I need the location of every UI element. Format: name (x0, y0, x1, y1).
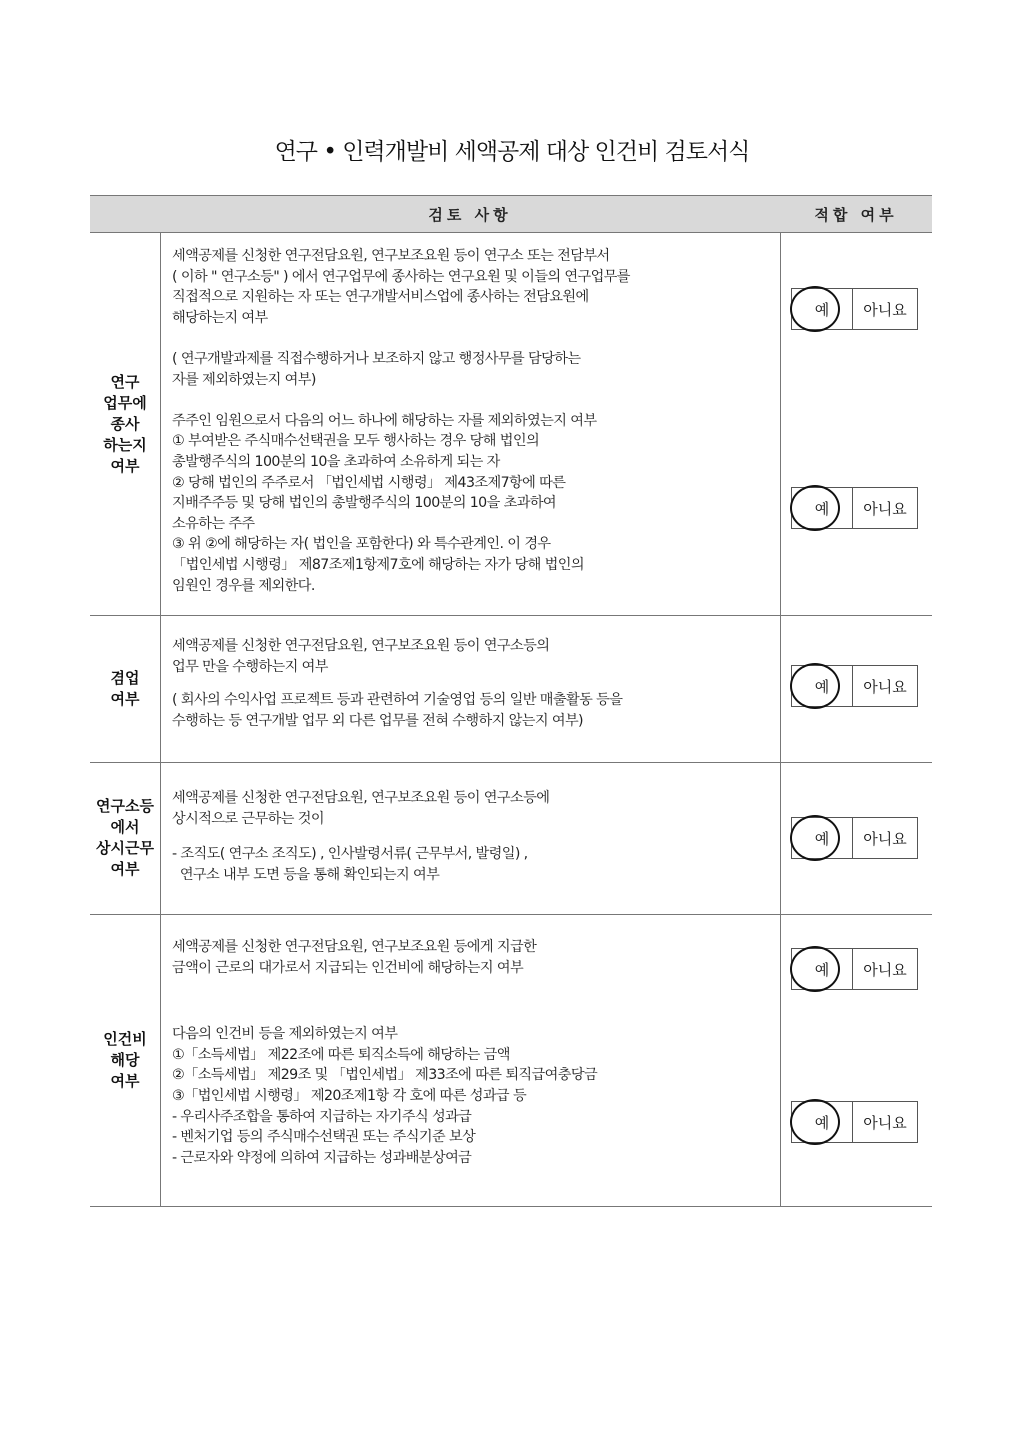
content-line: - 근로자와 약정에 의하여 지급하는 성과배분상여금 (172, 1149, 472, 1166)
yes-no-choice[interactable] (791, 665, 918, 707)
content-line: 상시적으로 근무하는 것이 (172, 810, 324, 827)
content-line: 세액공제를 신청한 연구전담요원, 연구보조요원 등이 연구소등의 (172, 638, 550, 654)
content-line: 연구소 내부 도면 등을 통해 확인되는지 여부 (172, 866, 440, 883)
yes-option[interactable] (792, 289, 853, 329)
row-content-dual-job (172, 636, 622, 731)
yes-option[interactable] (792, 666, 853, 706)
no-label: 아니요 (863, 677, 907, 696)
no-option[interactable] (853, 289, 917, 329)
no-label: 아니요 (863, 300, 907, 319)
yes-label: 예 (814, 829, 830, 848)
yes-label: 예 (814, 1113, 830, 1132)
row-label-line: 에서 (110, 818, 140, 836)
content-line: 업무 만을 수행하는지 여부 (172, 658, 328, 675)
content-line: 다음의 인건비 등을 제외하였는지 여부 (172, 1026, 398, 1043)
no-option[interactable] (853, 666, 917, 706)
header-suitability: 적합 여부 (814, 206, 898, 224)
row-label-line: 해당 (110, 1050, 140, 1069)
row-label-line: 여부 (110, 456, 140, 475)
yes-no-choice[interactable] (791, 487, 918, 529)
row-content-labor-cost (172, 937, 597, 1168)
yes-option[interactable] (792, 949, 853, 989)
yes-option[interactable] (792, 488, 853, 528)
content-line: 세액공제를 신청한 연구전담요원, 연구보조요원 등이 연구소등에 (172, 790, 550, 806)
content-line: - 조직도( 연구소 조직도) , 인사발령서류( 근무부서, 발령일) , (172, 846, 528, 863)
review-table (90, 195, 932, 1207)
row-divider (90, 762, 932, 763)
no-label: 아니요 (863, 960, 907, 979)
content-line: ③「법인세법 시행령」 제20조제1항 각 호에 따른 성과급 등 (172, 1087, 527, 1104)
no-option[interactable] (853, 818, 917, 858)
yes-label: 예 (814, 300, 830, 319)
row-label-line: 종사 (110, 414, 140, 433)
content-line: 소유하는 주주 (172, 515, 255, 532)
table-header (90, 195, 932, 233)
yes-label: 예 (814, 960, 830, 979)
content-line: - 우리사주조합을 통하여 지급하는 자기주식 성과급 (172, 1108, 472, 1125)
row-label-line: 하는지 (103, 435, 147, 454)
content-line: 수행하는 등 연구개발 업무 외 다른 업무를 전혀 수행하지 않는지 여부) (172, 712, 583, 729)
table-bottom-border (90, 1206, 932, 1207)
content-line: 주주인 임원으로서 다음의 어느 하나에 해당하는 자를 제외하였는지 여부 (172, 412, 597, 429)
row-divider (90, 615, 932, 616)
row-label-line: 업무에 (103, 393, 147, 412)
content-line: ( 이하 " 연구소등" ) 에서 연구업무에 종사하는 연구요원 및 이들의 연구업무를 (172, 268, 630, 285)
no-label: 아니요 (863, 829, 907, 848)
row-label-line: 인건비 (103, 1029, 147, 1048)
yes-option[interactable] (792, 818, 853, 858)
no-option[interactable] (853, 1102, 917, 1142)
no-label: 아니요 (863, 499, 907, 518)
document-title: 연구 • 인력개발비 세액공제 대상 인건비 검토서식 (274, 139, 750, 165)
content-line: 지배주주등 및 당해 법인의 총발행주식의 100분의 10을 초과하여 (172, 495, 557, 512)
row-label-line: 여부 (110, 1071, 140, 1090)
yes-label: 예 (814, 499, 830, 518)
row-content-full-time (172, 788, 549, 885)
yes-no-choice[interactable] (791, 288, 918, 330)
content-line: ① 부여받은 주식매수선택권을 모두 행사하는 경우 당해 법인의 (172, 433, 540, 450)
yes-option[interactable] (792, 1102, 853, 1142)
content-line: ③ 위 ②에 해당하는 자( 법인을 포함한다) 와 특수관계인. 이 경우 (172, 536, 551, 553)
content-line: ①「소득세법」 제22조에 따른 퇴직소득에 해당하는 금액 (172, 1046, 510, 1063)
no-label: 아니요 (863, 1113, 907, 1132)
content-line: 세액공제를 신청한 연구전담요원, 연구보조요원 등이 연구소 또는 전담부서 (172, 248, 610, 264)
yes-no-choice[interactable] (791, 948, 918, 990)
yes-no-choice[interactable] (791, 817, 918, 859)
yes-no-choice[interactable] (791, 1101, 918, 1143)
row-label-dual-job (90, 615, 160, 762)
content-line: 세액공제를 신청한 연구전담요원, 연구보조요원 등에게 지급한 (172, 939, 537, 955)
content-line: 직접적으로 지원하는 자 또는 연구개발서비스업에 종사하는 전담요원에 (172, 289, 589, 306)
row-label-line: 연구소등 (96, 797, 154, 815)
content-line: ②「소득세법」 제29조 및 「법인세법」 제33조에 따른 퇴직급여충당금 (172, 1067, 598, 1084)
content-line: 해당하는지 여부 (172, 309, 268, 326)
row-content-research-work (172, 246, 630, 596)
row-label-labor-cost (90, 914, 160, 1206)
content-line: ( 연구개발과제를 직접수행하거나 보조하지 않고 행정사무를 담당하는 (172, 350, 581, 367)
no-option[interactable] (853, 949, 917, 989)
content-line: 금액이 근로의 대가로서 지급되는 인건비에 해당하는지 여부 (172, 959, 524, 976)
row-label-research-work (90, 233, 160, 615)
row-label-full-time (90, 762, 160, 914)
content-line: - 벤처기업 등의 주식매수선택권 또는 주식기준 보상 (172, 1129, 476, 1146)
row-label-line: 겸업 (110, 668, 140, 687)
content-line: ( 회사의 수익사업 프로젝트 등과 관련하여 기술영업 등의 일반 매출활동 등을 (172, 692, 623, 709)
row-label-line: 연구 (110, 372, 140, 391)
content-line: 자를 제외하였는지 여부) (172, 371, 316, 388)
column-divider (160, 233, 161, 1206)
content-line: 「법인세법 시행령」 제87조제1항제7호에 해당하는 자가 당해 법인의 (172, 556, 584, 573)
header-review-items: 검토 사항 (428, 206, 512, 224)
column-divider (780, 233, 781, 1206)
content-line: ② 당해 법인의 주주로서 「법인세법 시행령」 제43조제7항에 따른 (172, 474, 566, 491)
content-line: 임원인 경우를 제외한다. (172, 577, 315, 594)
row-divider (90, 914, 932, 915)
row-label-line: 상시근무 (96, 839, 154, 857)
yes-label: 예 (814, 677, 830, 696)
row-label-line: 여부 (110, 689, 140, 708)
no-option[interactable] (853, 488, 917, 528)
content-line: 총발행주식의 100분의 10을 초과하여 소유하게 되는 자 (172, 453, 500, 470)
row-label-line: 여부 (110, 860, 140, 878)
